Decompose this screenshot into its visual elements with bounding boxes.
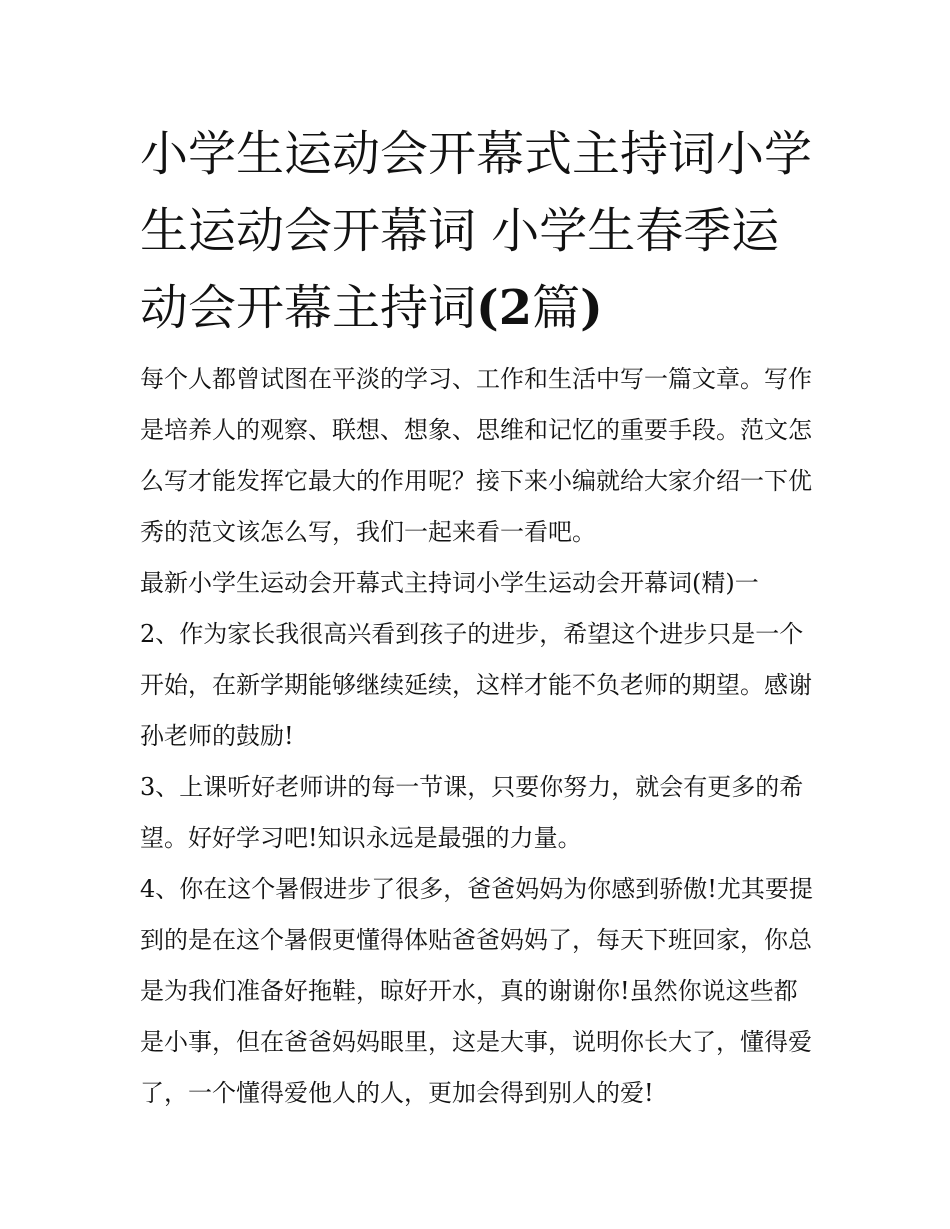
title-text: 小学生运动会开幕式主持词小学生运动会开幕词 小学生春季运动会开幕主持词 bbox=[140, 126, 813, 336]
paragraph-item-2: 2、作为家长我很高兴看到孩子的进步，希望这个进步只是一个开始，在新学期能够继续延续，这样才能不负老师的期望。感谢孙老师的鼓励! bbox=[140, 620, 812, 750]
title-count-close: ) bbox=[580, 280, 603, 336]
title-count-open: (2 bbox=[476, 280, 533, 336]
document-title bbox=[140, 116, 820, 347]
paragraph-intro: 每个人都曾试图在平淡的学习、工作和生活中写一篇文章。写作是培养人的观察、联想、想象、思维和记忆的重要手段。范文怎么写才能发挥它最大的作用呢？接下来小编就给大家介绍一下优秀的范文该怎么写，我们一起来看一看吧。 bbox=[140, 365, 812, 546]
paragraph-heading: 最新小学生运动会开幕式主持词小学生运动会开幕词(精)一 bbox=[140, 569, 759, 597]
paragraph-item-4: 4、你在这个暑假进步了很多，爸爸妈妈为你感到骄傲!尤其要提到的是在这个暑假更懂得体贴爸爸妈妈了，每天下班回家，你总是为我们准备好拖鞋，晾好开水，真的谢谢你!虽然你说这些都是小事，但在爸爸妈妈眼里，这是大事，说明你长大了，懂得爱了，一个懂得爱他人的人，更加会得到别人的爱! bbox=[140, 875, 813, 1107]
document-body bbox=[140, 354, 820, 1119]
paragraph-item-3: 3、上课听好老师讲的每一节课，只要你努力，就会有更多的希望。好好学习吧!知识永远是最强的力量。 bbox=[140, 773, 804, 852]
title-count-unit: 篇 bbox=[532, 280, 581, 336]
